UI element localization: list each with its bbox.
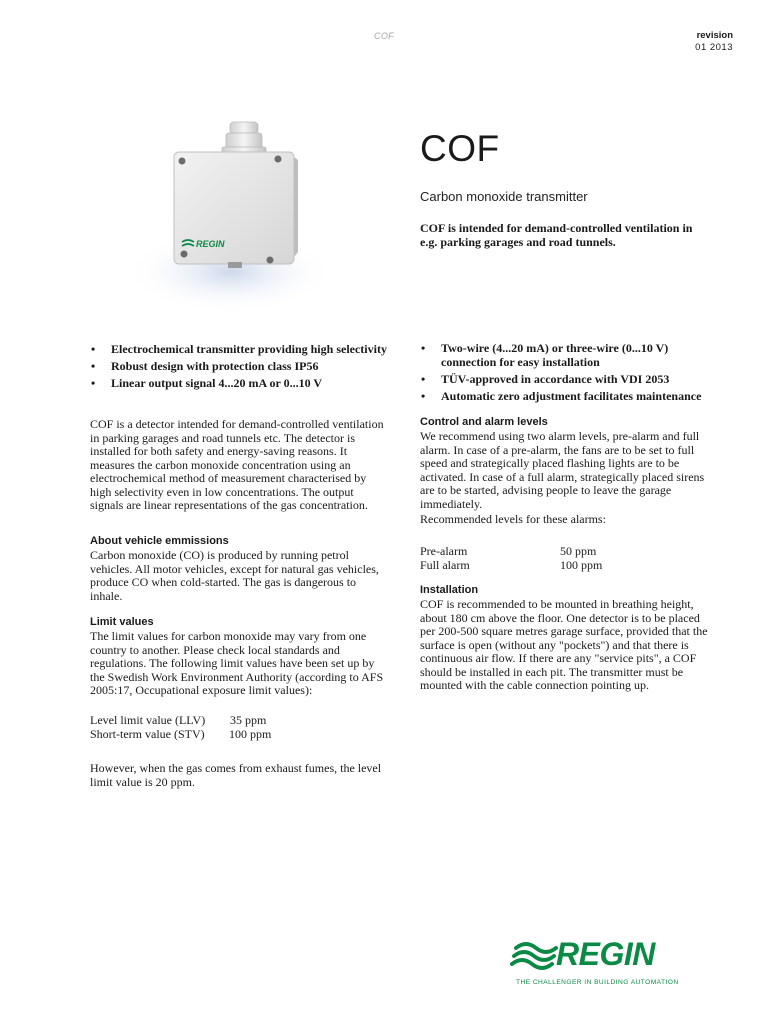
limit-value-label: Level limit value (LLV) xyxy=(90,713,206,727)
exhaust-note-text: However, when the gas comes from exhaust fumes, the level limit value is 20 ppm. xyxy=(90,761,382,789)
regin-tagline: THE CHALLENGER IN BUILDING AUTOMATION xyxy=(516,979,679,986)
product-image xyxy=(118,112,368,322)
alarm-levels-table xyxy=(420,545,716,572)
alarm-level-label: Pre-alarm xyxy=(420,544,468,558)
alarm-section xyxy=(420,416,716,527)
limit-heading: Limit values xyxy=(90,616,154,628)
installation-text: COF is recommended to be mounted in breathing height, about 180 cm above the floor. One detector is to be placed per 200-500 square metres garage surface, provided that the surface is open (without any "pockets") and that there is continuous air flow. If there are any "service pits", a COF should be installed in each pit. The transmitter must be mounted with the cable connection pointing up. xyxy=(420,597,708,692)
vehicle-text: Carbon monoxide (CO) is produced by running petrol vehicles. All motor vehicles, except for natural gas vehicles, produce CO when cold-started. The gas is dangerous to inhale. xyxy=(90,548,379,603)
limit-value-row xyxy=(90,714,385,728)
feature-item: • Linear output signal 4...20 mA or 0...10 V xyxy=(90,376,400,390)
alarm-level-row xyxy=(420,545,716,559)
feature-item: • TÜV-approved in accordance with VDI 2053 xyxy=(420,372,720,386)
exhaust-note xyxy=(90,762,385,789)
installation-heading: Installation xyxy=(420,584,479,596)
limit-value-label: Short-term value (STV) xyxy=(90,726,205,741)
alarm-recommend-text: Recommended levels for these alarms: xyxy=(420,512,606,526)
description-paragraph xyxy=(90,418,385,513)
description-text: COF is a detector intended for demand-controlled ventilation in parking garages and road tunnels etc. The detector is installed for both safety and energy-saving reasons. It measures the carbon monoxide concentration using an electrochemical method of measurement characterised by high selectivity even in low concentrations. The output signals are linear representations of the gas concentration. xyxy=(90,417,384,512)
feature-item: • Robust design with protection class IP56 xyxy=(90,359,400,373)
limit-text: The limit values for carbon monoxide may vary from one country to another. Please check local standards and regulations. The following limit values have been set up by the Swedish Work Environment Authority (according to AFS 2005:17, Occupational exposure limit values): xyxy=(90,629,384,697)
revision-block xyxy=(695,30,733,54)
features-right-list xyxy=(420,341,720,406)
features-left-list xyxy=(90,342,400,393)
regin-brand-text: REGIN xyxy=(556,936,655,972)
revision-label: revision xyxy=(696,30,733,41)
product-title: COF xyxy=(420,128,500,169)
revision-value: 01 2013 xyxy=(695,42,733,53)
limit-value-value: 100 ppm xyxy=(229,726,272,741)
limit-values-table xyxy=(90,714,385,741)
feature-item: • Two-wire (4...20 mA) or three-wire (0...10 V) connection for easy installation xyxy=(420,341,720,369)
limit-section xyxy=(90,616,385,698)
regin-wave-icon xyxy=(512,944,556,968)
limit-value-row xyxy=(90,728,385,742)
installation-section xyxy=(420,584,716,693)
feature-item: • Automatic zero adjustment facilitates maintenance xyxy=(420,389,720,403)
product-intro: COF is intended for demand-controlled ventilation in e.g. parking garages and road tunnels. xyxy=(420,221,693,249)
device-brand-label: REGIN xyxy=(196,239,225,249)
product-subtitle: Carbon monoxide transmitter xyxy=(420,189,588,204)
alarm-level-value: 100 ppm xyxy=(560,557,603,572)
header-doc-tag: COF xyxy=(374,31,394,41)
feature-item: • Electrochemical transmitter providing high selectivity xyxy=(90,342,400,356)
alarm-level-value: 50 ppm xyxy=(560,544,597,558)
alarm-level-label: Full alarm xyxy=(420,557,470,572)
vehicle-heading: About vehicle emmissions xyxy=(90,535,229,547)
limit-value-value: 35 ppm xyxy=(230,713,267,727)
alarm-heading: Control and alarm levels xyxy=(420,416,548,428)
alarm-text: We recommend using two alarm levels, pre-alarm and full alarm. In case of a pre-alarm, the fans are to be set to full speed and strategically placed flashing lights are to be activated. In case of a full alarm, strategically placed sirens are to be started, advising people to leave the garage immediately. xyxy=(420,429,705,511)
alarm-level-row xyxy=(420,559,716,573)
vehicle-section xyxy=(90,535,385,603)
